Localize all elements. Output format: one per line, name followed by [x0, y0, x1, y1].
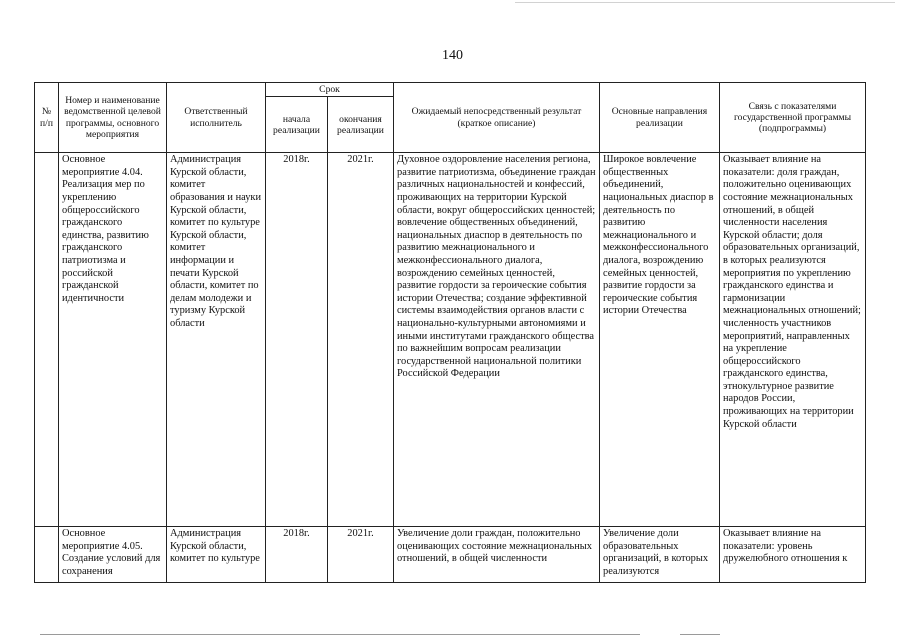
scan-artifact-bottom [40, 634, 640, 635]
header-directions: Основные направления реализации [600, 83, 720, 153]
cell-num [35, 527, 59, 583]
header-link: Связь с показателями государственной программы (подпрограммы) [720, 83, 866, 153]
cell-directions: Широкое вовлечение общественных объединений, национальных диаспор в деятельность по развитию межнационального и межконфессионального диалога, возрождению семейных ценностей, развитие гордости за героические события истории Отечества [600, 153, 720, 527]
scan-artifact-top [515, 2, 895, 3]
cell-end: 2021г. [328, 527, 394, 583]
cell-name: Основное мероприятие 4.04. Реализация мер по укреплению общероссийского гражданского единства, развитию гражданского патриотизма и российской гражданской идентичности [59, 153, 167, 527]
header-start: начала реализации [266, 97, 328, 153]
header-term: Срок [266, 83, 394, 97]
cell-num [35, 153, 59, 527]
cell-result: Увеличение доли граждан, положительно оценивающих состояние межнациональных отношений, в общей численности [394, 527, 600, 583]
scan-artifact-bottom-right [680, 634, 720, 635]
table-row [35, 153, 866, 527]
cell-responsible: Администрация Курской области, комитет по культуре [167, 527, 266, 583]
header-num: № п/п [35, 83, 59, 153]
cell-link: Оказывает влияние на показатели: доля граждан, положительно оценивающих состояние межнациональных отношений, в общей численности населения Курской области; доля образовательных организаций, в которых реализуются мероприятия по укреплению гражданского единства и гармонизации межнациональных отношений; численность участников мероприятий, направленных на укрепление общероссийского гражданского единства, этнокультурное развитие народов России, проживающих на территории Курской области [720, 153, 866, 527]
activities-table [34, 82, 866, 583]
table-row [35, 527, 866, 583]
cell-directions: Увеличение доли образовательных организаций, в которых реализуются [600, 527, 720, 583]
cell-name: Основное мероприятие 4.05. Создание условий для сохранения [59, 527, 167, 583]
header-name: Номер и наименование ведомственной целевой программы, основного мероприятия [59, 83, 167, 153]
cell-responsible: Администрация Курской области, комитет образования и науки Курской области, комитет по культуре Курской области, комитет информации и печати Курской области, комитет по делам молодежи и туризму Курской области [167, 153, 266, 527]
cell-result: Духовное оздоровление населения региона, развитие патриотизма, объединение граждан различных национальностей и конфессий, проживающих на территории Курской области, вокруг общероссийских ценностей; вовлечение общественных объединений, национальных диаспор в деятельность по развитию межнационального и межконфессионального диалога, возрождению семейных ценностей, развитие гордости за героические события истории Отечества; создание эффективной системы взаимодействия органов власти с национально-культурными автономиями и иными институтами гражданского общества по важнейшим вопросам реализации государственной национальной политики Российской Федерации [394, 153, 600, 527]
cell-start: 2018г. [266, 527, 328, 583]
header-responsible: Ответственный исполнитель [167, 83, 266, 153]
header-result: Ожидаемый непосредственный результат (краткое описание) [394, 83, 600, 153]
cell-start: 2018г. [266, 153, 328, 527]
header-end: окончания реализации [328, 97, 394, 153]
page-number: 140 [442, 48, 463, 63]
cell-link: Оказывает влияние на показатели: уровень дружелюбного отношения к [720, 527, 866, 583]
cell-end: 2021г. [328, 153, 394, 527]
